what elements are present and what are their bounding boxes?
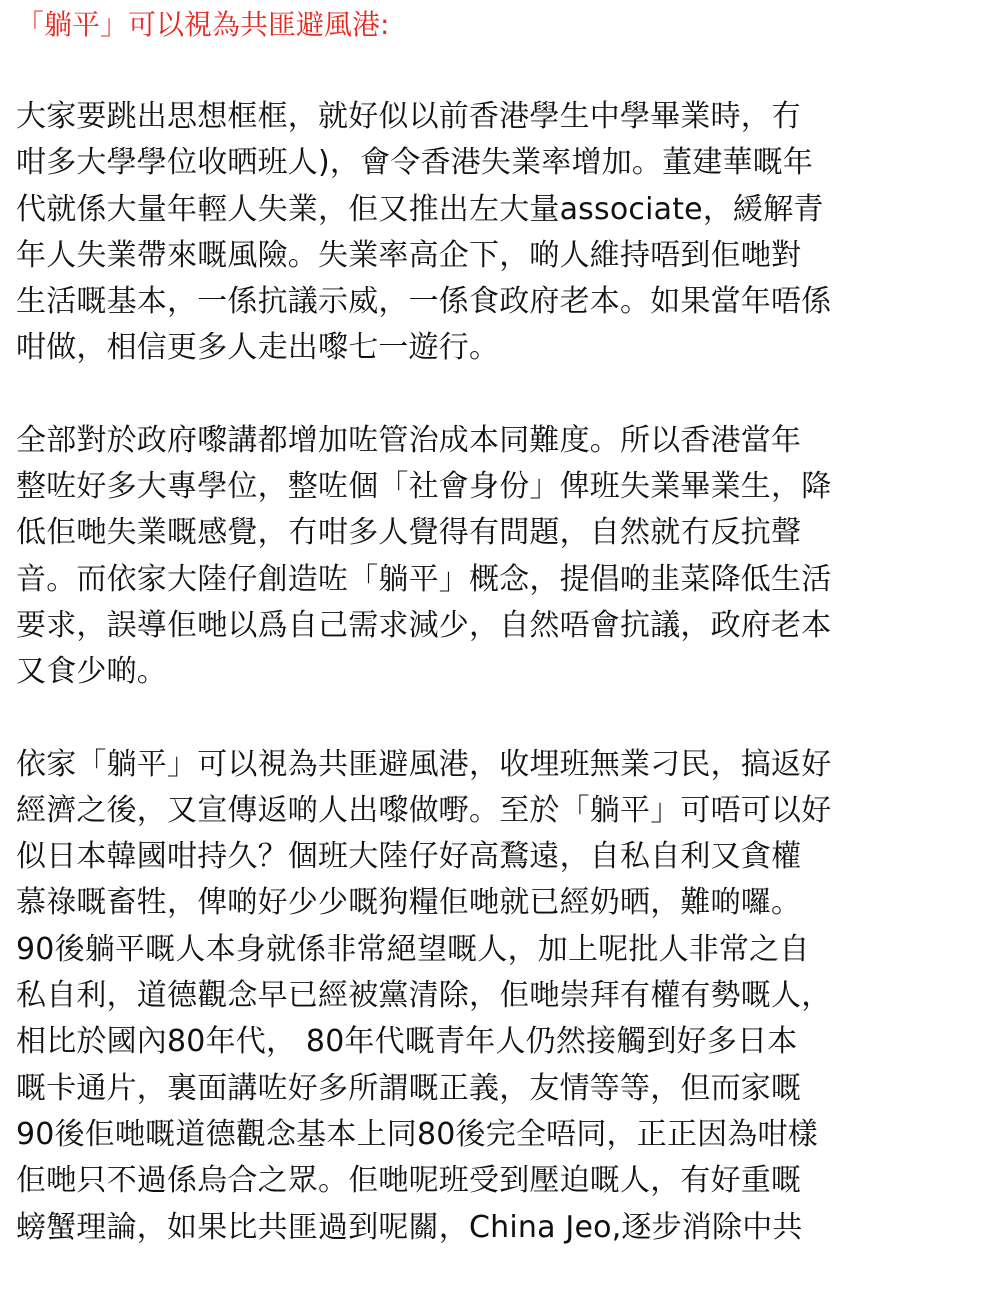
text-line: 代就係大量年輕人失業，佢又推出左大量associate，緩解青 — [16, 191, 824, 227]
text-line: 私自利，道德觀念早已經被黨清除，佢哋崇拜有權有勢嘅人， — [16, 978, 832, 1014]
paragraph-2 — [16, 418, 982, 696]
text-line: 經濟之後，又宣傳返啲人出嚟做嘢。至於「躺平」可唔可以好 — [16, 792, 832, 828]
paragraph-3 — [16, 742, 982, 1251]
text-line: 大家要跳出思想框框，就好似以前香港學生中學畢業時，冇 — [16, 99, 802, 134]
text-line: 音。而依家大陸仔創造咗「躺平」概念，提倡啲韭菜降低生活 — [16, 561, 832, 597]
text-line: 咁做，相信更多人走出嚟七一遊行。 — [16, 330, 500, 366]
text-line: 要求，誤導佢哋以爲自己需求減少，自然唔會抗議，政府老本 — [16, 607, 832, 643]
text-line: 又食少啲。 — [16, 654, 167, 690]
paragraph-gap — [16, 48, 982, 94]
text-line: 90後佢哋嘅道德觀念基本上同80後完全唔同，正正因為咁樣 — [16, 1116, 818, 1152]
article-heading: 「躺平」可以視為共匪避風港: — [16, 8, 390, 41]
text-line: 慕祿嘅畜牲，俾啲好少少嘅狗糧佢哋就已經奶晒，難啲囉。 — [16, 885, 802, 921]
article — [16, 2, 982, 1251]
text-line: 低佢哋失業嘅感覺，冇咁多人覺得有問題，自然就冇反抗聲 — [16, 515, 802, 551]
text-line: 全部對於政府嚟講都增加咗管治成本同難度。所以香港當年 — [16, 422, 802, 458]
text-line: 整咗好多大專學位，整咗個「社會身份」俾班失業畢業生，降 — [16, 469, 832, 505]
text-line: 佢哋只不過係烏合之眾。佢哋呢班受到壓迫嘅人，有好重嘅 — [16, 1163, 802, 1199]
text-line: 依家「躺平」可以視為共匪避風港，收埋班無業刁民，搞返好 — [16, 746, 832, 782]
paragraph-gap — [16, 372, 982, 418]
text-line: 咁多大學學位收晒班人)，會令香港失業率增加。董建華嘅年 — [16, 145, 814, 181]
text-line: 嘅卡通片，裏面講咗好多所謂嘅正義，友情等等，但而家嘅 — [16, 1070, 802, 1106]
text-line: 年人失業帶來嘅風險。失業率高企下，啲人維持唔到佢哋對 — [16, 237, 802, 273]
paragraph-1 — [16, 94, 982, 372]
paragraph-gap — [16, 696, 982, 742]
text-line: 螃蟹理論，如果比共匪過到呢關，China Jeo,逐步消除中共 — [16, 1209, 803, 1245]
text-line: 90後躺平嘅人本身就係非常絕望嘅人，加上呢批人非常之自 — [16, 931, 810, 967]
text-line: 生活嘅基本，一係抗議示威，一係食政府老本。如果當年唔係 — [16, 284, 832, 320]
text-line: 相比於國內80年代， 80年代嘅青年人仍然接觸到好多日本 — [16, 1024, 798, 1060]
text-line: 似日本韓國咁持久？個班大陸仔好高鶩遠，自私自利又貪權 — [16, 839, 802, 875]
